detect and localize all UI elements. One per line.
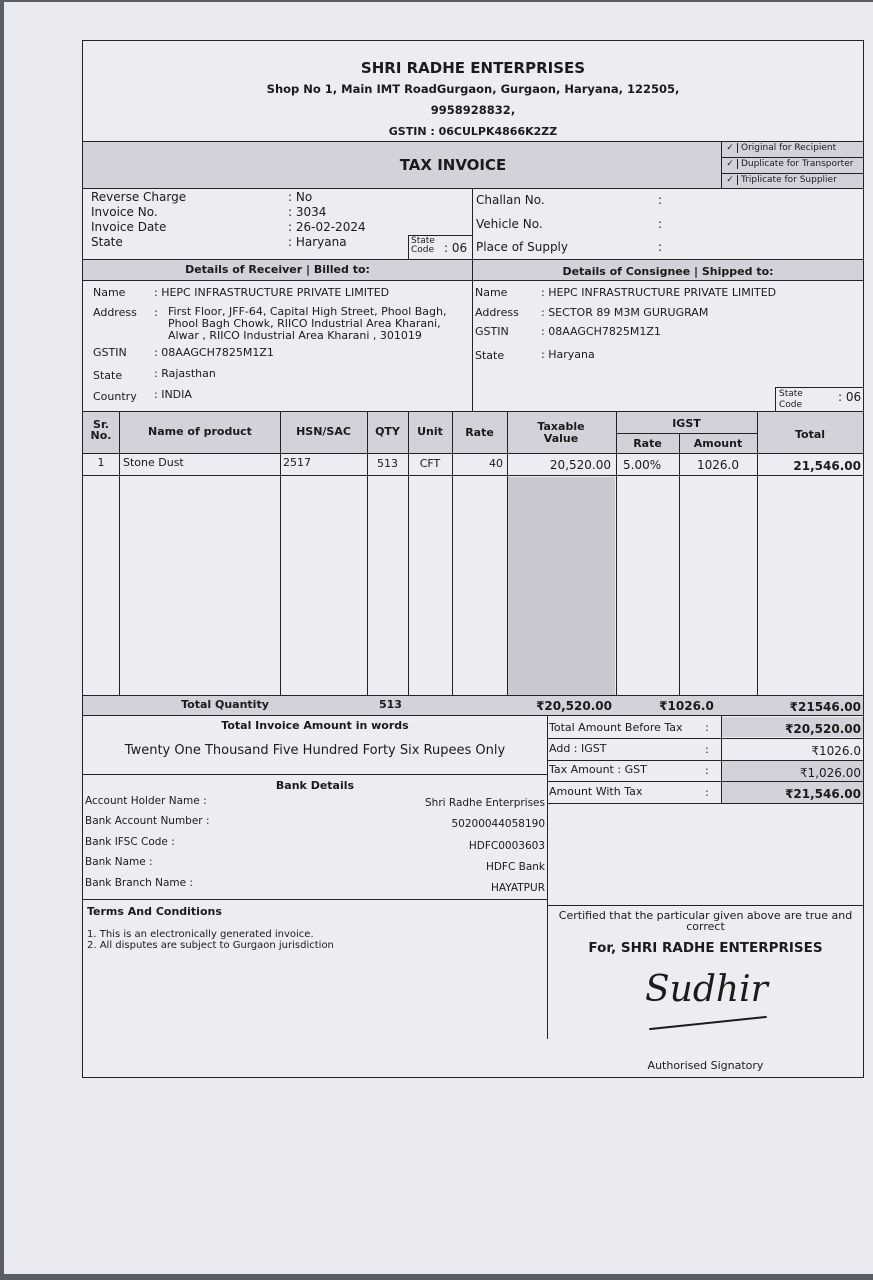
reverse-charge: : No	[288, 190, 313, 204]
th-qty: QTY	[375, 425, 400, 438]
bank-account-holder: Shri Radhe Enterprises	[425, 797, 545, 809]
bank-name: HDFC Bank	[485, 861, 545, 873]
place-of-supply: :	[658, 240, 663, 254]
item-taxable: 20,520.00	[549, 458, 611, 472]
authorised-signatory: Authorised Signatory	[647, 1059, 764, 1072]
amount-in-words: Twenty One Thousand Five Hundred Forty Six Rupees Only	[124, 743, 506, 758]
seller-name: SHRI RADHE ENTERPRISES	[360, 59, 586, 77]
summary-value: ₹21,546.00	[785, 787, 861, 801]
bank-heading: Bank Details	[275, 779, 355, 792]
summary-label: Add : IGST	[549, 742, 607, 755]
copy-original: ✓ Original for Recipient	[723, 143, 863, 153]
total-qty-label: Total Quantity	[181, 698, 269, 711]
invoice-date: : 26-02-2024	[288, 220, 366, 234]
receiver-country: : INDIA	[154, 388, 192, 401]
th-unit: Unit	[417, 425, 443, 438]
bank-branch: HAYATPUR	[491, 882, 545, 894]
item-unit: CFT	[419, 457, 441, 470]
th-igst-amount: Amount	[693, 437, 743, 450]
challan-label: Challan No.	[476, 193, 545, 207]
th-hsn: HSN/SAC	[296, 425, 351, 438]
invoice-no: : 3034	[288, 205, 327, 219]
consignee-name: : HEPC INFRASTRUCTURE PRIVATE LIMITED	[541, 286, 777, 299]
th-igst-rate: Rate	[633, 437, 662, 450]
th-igst: IGST	[672, 417, 701, 430]
summary-value: ₹1,026.00	[799, 766, 861, 780]
item-product: Stone Dust	[123, 456, 184, 469]
certify-for: For, SHRI RADHE ENTERPRISES	[588, 940, 823, 956]
summary-label: Amount With Tax	[549, 785, 643, 798]
seller-gstin: GSTIN : 06CULPK4866K2ZZ	[388, 125, 558, 138]
consignee-state-code-label: State Code	[779, 389, 803, 410]
meta-labels: Reverse Charge Invoice No. Invoice Date State	[91, 190, 187, 249]
doc-title: TAX INVOICE	[399, 156, 507, 174]
receiver-heading: Details of Receiver | Billed to:	[185, 263, 370, 276]
total-taxable: ₹20,520.00	[536, 699, 612, 713]
th-taxable: Taxable Value	[537, 420, 585, 445]
item-igst-amount: 1026.0	[697, 458, 739, 472]
summary-label: Tax Amount : GST	[549, 763, 647, 776]
terms-heading: Terms And Conditions	[87, 905, 222, 918]
meta-values	[288, 190, 366, 250]
receiver-address: First Floor, JFF-64, Capital High Street, Phool Bagh, Phool Bagh Chowk, RIICO Industrial Area Kharani, Alwar , RIICO Industrial Area Kharani , 301019	[168, 305, 447, 342]
seller-phone: 9958928832,	[430, 103, 516, 117]
bank-account-number: 50200044058190	[451, 818, 545, 830]
summary-value: ₹20,520.00	[785, 722, 861, 736]
item-hsn: 2517	[283, 456, 311, 469]
bank-ifsc: HDFC0003603	[468, 840, 545, 852]
consignee-address: : SECTOR 89 M3M GURUGRAM	[541, 306, 709, 319]
state-code: : 06	[444, 241, 468, 255]
th-total: Total	[794, 428, 826, 441]
state: : Haryana	[288, 235, 347, 249]
th-rate: Rate	[465, 426, 494, 439]
state-code-label: State Code	[411, 236, 435, 255]
terms-list: 1. This is an electronically generated invoice. 2. All disputes are subject to Gurgaon jurisdiction	[87, 929, 334, 951]
total-qty: 513	[379, 698, 402, 711]
consignee-gstin: : 08AAGCH7825M1Z1	[541, 325, 661, 338]
receiver-name: : HEPC INFRASTRUCTURE PRIVATE LIMITED	[154, 286, 390, 299]
summary-value: ₹1026.0	[811, 744, 861, 758]
certify-text: Certified that the particular given above are true and correct	[558, 909, 853, 933]
th-sr: Sr. No.	[90, 418, 112, 442]
consignee-state: : Haryana	[541, 348, 595, 361]
item-total: 21,546.00	[793, 459, 861, 473]
item-rate: 40	[489, 457, 503, 470]
grand-total: ₹21546.00	[789, 700, 861, 714]
consignee-state-code: : 06	[838, 390, 862, 404]
summary-label: Total Amount Before Tax	[549, 721, 683, 734]
paper-sheet	[4, 2, 873, 1274]
consignee-heading: Details of Consignee | Shipped to:	[562, 265, 774, 278]
seller-address: Shop No 1, Main IMT RoadGurgaon, Gurgaon, Haryana, 122505,	[266, 82, 680, 96]
challan-no: :	[658, 193, 663, 207]
receiver-state: : Rajasthan	[154, 367, 216, 380]
words-heading: Total Invoice Amount in words	[221, 719, 409, 732]
receiver-gstin: : 08AAGCH7825M1Z1	[154, 346, 274, 359]
copy-triplicate: ✓ Triplicate for Supplier	[723, 175, 863, 185]
item-qty: 513	[377, 457, 398, 470]
place-label: Place of Supply	[476, 240, 568, 254]
invoice: SHRI RADHE ENTERPRISES Shop No 1, Main IMT RoadGurgaon, Gurgaon, Haryana, 122505, 9958928832, GSTIN : 06CULPK4866K2ZZ TAX INVOICE ✓ Original for Recipient ✓ Duplicate for Transporter ✓ Triplicate for Supplier Reverse Charge Invoice No. Invoice Date State : No : 3034 : 26-02-2024 : Haryana State Code : 06 Challan No. : Vehicle No. : Place of Supply : Details of Receiver | Billed to: Details of Consignee | Shipped to: Name : HEPC INFRASTRUCTURE PRIVATE LIMITED Address : First Floor, JFF-64, Capital High Street, Phool Bagh, Phool Bagh Chowk, RIICO Industrial Area Kharani, Alwar , RIICO Industrial Area Kharani , 301019 GSTIN : 08AAGCH7825M1Z1 State : Rajasthan Country : INDIA Name : HEPC INFRASTRUCTURE PRIVATE LIMITED Address : SECTOR 89 M3M GURUGRAM GSTIN : 08AAGCH7825M1Z1 State : Haryana State Code : 06 Sr. No. Name of product HSN/SAC QTY Unit Rate Taxable Value IGST Rate Amount Total 1 Stone Dust 2517 513 CFT 40 20,520.00 5.00% 1026.0 21,546.00 Total Quantity 513 ₹20,520.00 ₹1026.0 ₹21546.00 Total Invoice Amount in words Twenty One Thousand Five Hundred Forty Six Rupees Only Total Amount Before Tax : ₹20,520.00 Add : IGST : ₹1026.0 Tax Amount : GST : ₹1,026.00 Amount With Tax : ₹21,546.00 Bank Details Account Holder Name : Shri Radhe Enterprises Bank Account Number : 50200044058190 Bank IFSC Code : HDFC0003603 Bank Name : HDFC Bank Bank Branch Name : HAYATPUR Terms And Conditions 1. This is an electronically generated invoice. 2. All disputes are subject to Gurgaon jurisdiction Certified that the particular given above are true and correct For, SHRI RADHE ENTERPRISES Sudhir Authorised Signatory	[82, 40, 864, 1078]
copy-duplicate: ✓ Duplicate for Transporter	[723, 159, 863, 169]
vehicle-label: Vehicle No.	[476, 217, 543, 231]
signature: Sudhir	[643, 967, 773, 1037]
total-igst: ₹1026.0	[659, 699, 714, 713]
th-product: Name of product	[148, 425, 252, 438]
item-igst-rate: 5.00%	[623, 458, 662, 472]
vehicle-no: :	[658, 217, 663, 231]
